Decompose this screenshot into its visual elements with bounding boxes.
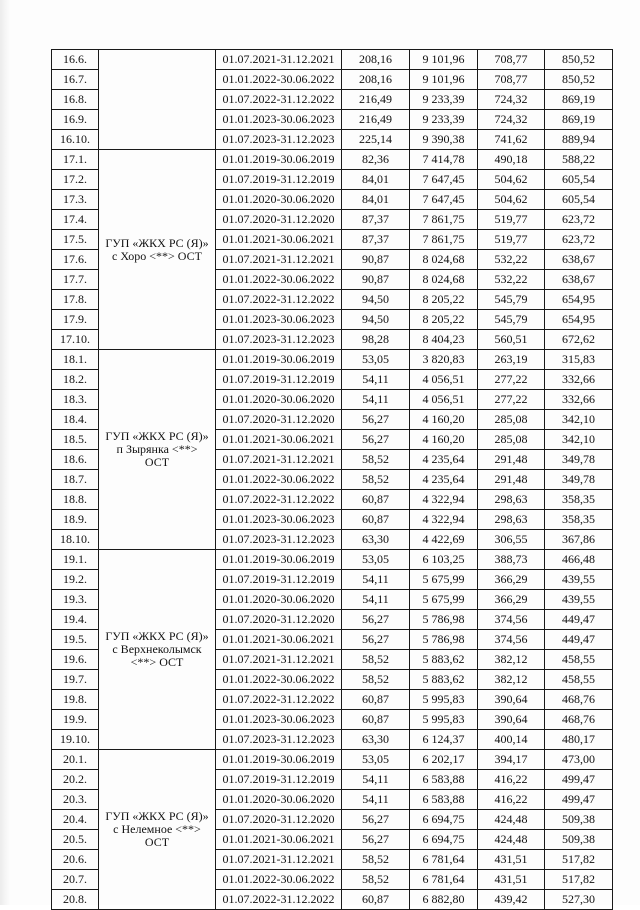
period-cell: 01.07.2023-31.12.2023 bbox=[216, 730, 342, 750]
period-cell: 01.07.2023-31.12.2023 bbox=[216, 330, 342, 350]
value-col3-cell: 724,32 bbox=[478, 110, 545, 130]
value-col1-cell: 90,87 bbox=[342, 270, 410, 290]
value-col2-cell: 4 056,51 bbox=[410, 370, 478, 390]
period-cell: 01.07.2021-31.12.2021 bbox=[216, 450, 342, 470]
value-col4-cell: 449,47 bbox=[545, 630, 613, 650]
value-col4-cell: 638,67 bbox=[545, 270, 613, 290]
row-number-cell: 18.8. bbox=[52, 490, 99, 510]
value-col4-cell: 458,55 bbox=[545, 650, 613, 670]
row-number-cell: 20.6. bbox=[52, 850, 99, 870]
value-col1-cell: 225,14 bbox=[342, 130, 410, 150]
value-col4-cell: 466,48 bbox=[545, 550, 613, 570]
row-number-cell: 17.6. bbox=[52, 250, 99, 270]
value-col4-cell: 449,47 bbox=[545, 610, 613, 630]
value-col2-cell: 6 583,88 bbox=[410, 790, 478, 810]
period-cell: 01.01.2021-30.06.2021 bbox=[216, 430, 342, 450]
value-col3-cell: 416,22 bbox=[478, 790, 545, 810]
value-col4-cell: 605,54 bbox=[545, 170, 613, 190]
value-col1-cell: 90,87 bbox=[342, 250, 410, 270]
row-number-cell: 17.7. bbox=[52, 270, 99, 290]
period-cell: 01.07.2020-31.12.2020 bbox=[216, 810, 342, 830]
value-col1-cell: 54,11 bbox=[342, 590, 410, 610]
row-number-cell: 17.8. bbox=[52, 290, 99, 310]
value-col1-cell: 60,87 bbox=[342, 710, 410, 730]
period-cell: 01.07.2022-31.12.2022 bbox=[216, 90, 342, 110]
period-cell: 01.07.2019-31.12.2019 bbox=[216, 370, 342, 390]
value-col1-cell: 63,30 bbox=[342, 730, 410, 750]
value-col2-cell: 8 024,68 bbox=[410, 250, 478, 270]
value-col4-cell: 869,19 bbox=[545, 90, 613, 110]
row-number-cell: 19.8. bbox=[52, 690, 99, 710]
organization-cell: ГУП «ЖКХ РС (Я)» с Нелемное <**> ОСТ bbox=[99, 750, 216, 910]
period-cell: 01.07.2021-31.12.2021 bbox=[216, 650, 342, 670]
value-col1-cell: 63,30 bbox=[342, 530, 410, 550]
value-col1-cell: 54,11 bbox=[342, 370, 410, 390]
value-col4-cell: 517,82 bbox=[545, 870, 613, 890]
row-number-cell: 18.10. bbox=[52, 530, 99, 550]
row-number-cell: 19.9. bbox=[52, 710, 99, 730]
value-col2-cell: 7 414,78 bbox=[410, 150, 478, 170]
value-col2-cell: 9 101,96 bbox=[410, 50, 478, 70]
value-col3-cell: 277,22 bbox=[478, 370, 545, 390]
value-col2-cell: 6 103,25 bbox=[410, 550, 478, 570]
value-col2-cell: 6 583,88 bbox=[410, 770, 478, 790]
row-number-cell: 16.9. bbox=[52, 110, 99, 130]
value-col1-cell: 58,52 bbox=[342, 650, 410, 670]
period-cell: 01.01.2022-30.06.2022 bbox=[216, 470, 342, 490]
value-col1-cell: 216,49 bbox=[342, 90, 410, 110]
row-number-cell: 20.4. bbox=[52, 810, 99, 830]
value-col1-cell: 82,36 bbox=[342, 150, 410, 170]
value-col4-cell: 342,10 bbox=[545, 410, 613, 430]
period-cell: 01.07.2023-31.12.2023 bbox=[216, 130, 342, 150]
value-col2-cell: 5 995,83 bbox=[410, 690, 478, 710]
period-cell: 01.01.2022-30.06.2022 bbox=[216, 670, 342, 690]
value-col4-cell: 509,38 bbox=[545, 810, 613, 830]
value-col4-cell: 468,76 bbox=[545, 690, 613, 710]
value-col2-cell: 3 820,83 bbox=[410, 350, 478, 370]
value-col3-cell: 291,48 bbox=[478, 470, 545, 490]
value-col4-cell: 458,55 bbox=[545, 670, 613, 690]
value-col3-cell: 366,29 bbox=[478, 570, 545, 590]
period-cell: 01.01.2023-30.06.2023 bbox=[216, 310, 342, 330]
value-col4-cell: 473,00 bbox=[545, 750, 613, 770]
value-col2-cell: 9 233,39 bbox=[410, 110, 478, 130]
row-number-cell: 17.9. bbox=[52, 310, 99, 330]
value-col1-cell: 94,50 bbox=[342, 290, 410, 310]
value-col2-cell: 4 160,20 bbox=[410, 410, 478, 430]
value-col1-cell: 56,27 bbox=[342, 630, 410, 650]
row-number-cell: 18.7. bbox=[52, 470, 99, 490]
value-col4-cell: 315,83 bbox=[545, 350, 613, 370]
organization-cell: ГУП «ЖКХ РС (Я)» с Верхнеколымск <**> ОСТ bbox=[99, 550, 216, 750]
value-col3-cell: 708,77 bbox=[478, 70, 545, 90]
value-col1-cell: 84,01 bbox=[342, 170, 410, 190]
period-cell: 01.07.2020-31.12.2020 bbox=[216, 610, 342, 630]
value-col4-cell: 332,66 bbox=[545, 390, 613, 410]
period-cell: 01.01.2022-30.06.2022 bbox=[216, 70, 342, 90]
row-number-cell: 16.10. bbox=[52, 130, 99, 150]
period-cell: 01.01.2023-30.06.2023 bbox=[216, 510, 342, 530]
row-number-cell: 18.1. bbox=[52, 350, 99, 370]
value-col1-cell: 53,05 bbox=[342, 750, 410, 770]
value-col4-cell: 439,55 bbox=[545, 570, 613, 590]
value-col3-cell: 298,63 bbox=[478, 510, 545, 530]
value-col4-cell: 654,95 bbox=[545, 290, 613, 310]
value-col3-cell: 532,22 bbox=[478, 250, 545, 270]
row-number-cell: 17.2. bbox=[52, 170, 99, 190]
value-col3-cell: 424,48 bbox=[478, 830, 545, 850]
organization-cell bbox=[99, 50, 216, 150]
value-col4-cell: 349,78 bbox=[545, 450, 613, 470]
value-col2-cell: 8 404,23 bbox=[410, 330, 478, 350]
value-col3-cell: 431,51 bbox=[478, 870, 545, 890]
value-col4-cell: 509,38 bbox=[545, 830, 613, 850]
period-cell: 01.01.2020-30.06.2020 bbox=[216, 390, 342, 410]
value-col4-cell: 499,47 bbox=[545, 770, 613, 790]
value-col2-cell: 6 781,64 bbox=[410, 850, 478, 870]
tariff-table bbox=[51, 49, 613, 910]
value-col4-cell: 850,52 bbox=[545, 50, 613, 70]
value-col3-cell: 390,64 bbox=[478, 690, 545, 710]
value-col1-cell: 216,49 bbox=[342, 110, 410, 130]
value-col4-cell: 358,35 bbox=[545, 490, 613, 510]
period-cell: 01.01.2022-30.06.2022 bbox=[216, 270, 342, 290]
value-col1-cell: 54,11 bbox=[342, 390, 410, 410]
period-cell: 01.01.2019-30.06.2019 bbox=[216, 350, 342, 370]
period-cell: 01.01.2019-30.06.2019 bbox=[216, 550, 342, 570]
value-col2-cell: 4 160,20 bbox=[410, 430, 478, 450]
value-col3-cell: 382,12 bbox=[478, 670, 545, 690]
value-col2-cell: 4 422,69 bbox=[410, 530, 478, 550]
value-col2-cell: 8 205,22 bbox=[410, 310, 478, 330]
row-number-cell: 17.4. bbox=[52, 210, 99, 230]
value-col1-cell: 60,87 bbox=[342, 490, 410, 510]
value-col3-cell: 298,63 bbox=[478, 490, 545, 510]
value-col3-cell: 424,48 bbox=[478, 810, 545, 830]
organization-cell: ГУП «ЖКХ РС (Я)» с Хоро <**> ОСТ bbox=[99, 150, 216, 350]
value-col2-cell: 9 233,39 bbox=[410, 90, 478, 110]
value-col1-cell: 60,87 bbox=[342, 510, 410, 530]
value-col1-cell: 56,27 bbox=[342, 830, 410, 850]
value-col2-cell: 4 235,64 bbox=[410, 450, 478, 470]
value-col1-cell: 208,16 bbox=[342, 70, 410, 90]
period-cell: 01.01.2021-30.06.2021 bbox=[216, 630, 342, 650]
value-col1-cell: 60,87 bbox=[342, 690, 410, 710]
value-col3-cell: 504,62 bbox=[478, 190, 545, 210]
value-col2-cell: 8 024,68 bbox=[410, 270, 478, 290]
period-cell: 01.07.2020-31.12.2020 bbox=[216, 210, 342, 230]
period-cell: 01.01.2021-30.06.2021 bbox=[216, 230, 342, 250]
value-col4-cell: 638,67 bbox=[545, 250, 613, 270]
value-col2-cell: 4 322,94 bbox=[410, 490, 478, 510]
period-cell: 01.07.2021-31.12.2021 bbox=[216, 250, 342, 270]
value-col3-cell: 388,73 bbox=[478, 550, 545, 570]
row-number-cell: 18.3. bbox=[52, 390, 99, 410]
value-col3-cell: 285,08 bbox=[478, 410, 545, 430]
period-cell: 01.07.2022-31.12.2022 bbox=[216, 290, 342, 310]
period-cell: 01.01.2021-30.06.2021 bbox=[216, 830, 342, 850]
value-col2-cell: 6 124,37 bbox=[410, 730, 478, 750]
table-row bbox=[52, 50, 613, 70]
row-number-cell: 18.6. bbox=[52, 450, 99, 470]
value-col2-cell: 5 675,99 bbox=[410, 570, 478, 590]
value-col2-cell: 6 694,75 bbox=[410, 830, 478, 850]
value-col1-cell: 53,05 bbox=[342, 550, 410, 570]
value-col4-cell: 358,35 bbox=[545, 510, 613, 530]
tariff-table-body bbox=[52, 50, 613, 910]
value-col1-cell: 54,11 bbox=[342, 770, 410, 790]
value-col3-cell: 374,56 bbox=[478, 630, 545, 650]
value-col3-cell: 394,17 bbox=[478, 750, 545, 770]
value-col2-cell: 7 861,75 bbox=[410, 210, 478, 230]
value-col3-cell: 560,51 bbox=[478, 330, 545, 350]
value-col2-cell: 6 882,80 bbox=[410, 890, 478, 910]
value-col1-cell: 87,37 bbox=[342, 230, 410, 250]
value-col3-cell: 532,22 bbox=[478, 270, 545, 290]
period-cell: 01.07.2020-31.12.2020 bbox=[216, 410, 342, 430]
value-col4-cell: 623,72 bbox=[545, 230, 613, 250]
value-col1-cell: 56,27 bbox=[342, 410, 410, 430]
period-cell: 01.01.2020-30.06.2020 bbox=[216, 590, 342, 610]
period-cell: 01.07.2019-31.12.2019 bbox=[216, 170, 342, 190]
value-col3-cell: 306,55 bbox=[478, 530, 545, 550]
row-number-cell: 17.5. bbox=[52, 230, 99, 250]
period-cell: 01.07.2019-31.12.2019 bbox=[216, 570, 342, 590]
value-col1-cell: 87,37 bbox=[342, 210, 410, 230]
value-col3-cell: 263,19 bbox=[478, 350, 545, 370]
value-col3-cell: 366,29 bbox=[478, 590, 545, 610]
period-cell: 01.07.2023-31.12.2023 bbox=[216, 530, 342, 550]
period-cell: 01.01.2023-30.06.2023 bbox=[216, 110, 342, 130]
row-number-cell: 19.1. bbox=[52, 550, 99, 570]
value-col3-cell: 374,56 bbox=[478, 610, 545, 630]
value-col2-cell: 5 995,83 bbox=[410, 710, 478, 730]
value-col2-cell: 7 647,45 bbox=[410, 170, 478, 190]
value-col1-cell: 56,27 bbox=[342, 430, 410, 450]
table-row bbox=[52, 150, 613, 170]
row-number-cell: 20.7. bbox=[52, 870, 99, 890]
value-col1-cell: 58,52 bbox=[342, 450, 410, 470]
value-col3-cell: 390,64 bbox=[478, 710, 545, 730]
row-number-cell: 18.2. bbox=[52, 370, 99, 390]
value-col3-cell: 291,48 bbox=[478, 450, 545, 470]
value-col3-cell: 519,77 bbox=[478, 230, 545, 250]
value-col3-cell: 545,79 bbox=[478, 290, 545, 310]
period-cell: 01.01.2020-30.06.2020 bbox=[216, 190, 342, 210]
value-col2-cell: 7 861,75 bbox=[410, 230, 478, 250]
value-col3-cell: 431,51 bbox=[478, 850, 545, 870]
value-col3-cell: 519,77 bbox=[478, 210, 545, 230]
value-col1-cell: 58,52 bbox=[342, 670, 410, 690]
value-col4-cell: 349,78 bbox=[545, 470, 613, 490]
value-col1-cell: 98,28 bbox=[342, 330, 410, 350]
row-number-cell: 20.2. bbox=[52, 770, 99, 790]
value-col4-cell: 342,10 bbox=[545, 430, 613, 450]
value-col3-cell: 724,32 bbox=[478, 90, 545, 110]
value-col1-cell: 58,52 bbox=[342, 470, 410, 490]
row-number-cell: 16.6. bbox=[52, 50, 99, 70]
value-col4-cell: 517,82 bbox=[545, 850, 613, 870]
value-col1-cell: 56,27 bbox=[342, 810, 410, 830]
table-row bbox=[52, 750, 613, 770]
value-col4-cell: 527,30 bbox=[545, 890, 613, 910]
table-row bbox=[52, 350, 613, 370]
row-number-cell: 19.5. bbox=[52, 630, 99, 650]
period-cell: 01.07.2021-31.12.2021 bbox=[216, 50, 342, 70]
value-col1-cell: 54,11 bbox=[342, 790, 410, 810]
period-cell: 01.07.2022-31.12.2022 bbox=[216, 690, 342, 710]
period-cell: 01.01.2019-30.06.2019 bbox=[216, 750, 342, 770]
value-col4-cell: 850,52 bbox=[545, 70, 613, 90]
row-number-cell: 17.1. bbox=[52, 150, 99, 170]
value-col1-cell: 208,16 bbox=[342, 50, 410, 70]
value-col1-cell: 54,11 bbox=[342, 570, 410, 590]
value-col2-cell: 9 101,96 bbox=[410, 70, 478, 90]
scan-edge-shadow bbox=[0, 0, 10, 905]
row-number-cell: 17.10. bbox=[52, 330, 99, 350]
value-col3-cell: 545,79 bbox=[478, 310, 545, 330]
value-col1-cell: 58,52 bbox=[342, 850, 410, 870]
period-cell: 01.07.2021-31.12.2021 bbox=[216, 850, 342, 870]
row-number-cell: 20.1. bbox=[52, 750, 99, 770]
period-cell: 01.01.2020-30.06.2020 bbox=[216, 790, 342, 810]
row-number-cell: 20.5. bbox=[52, 830, 99, 850]
value-col2-cell: 9 390,38 bbox=[410, 130, 478, 150]
value-col4-cell: 654,95 bbox=[545, 310, 613, 330]
row-number-cell: 19.7. bbox=[52, 670, 99, 690]
row-number-cell: 17.3. bbox=[52, 190, 99, 210]
value-col3-cell: 490,18 bbox=[478, 150, 545, 170]
period-cell: 01.07.2022-31.12.2022 bbox=[216, 890, 342, 910]
value-col4-cell: 480,17 bbox=[545, 730, 613, 750]
row-number-cell: 20.3. bbox=[52, 790, 99, 810]
value-col2-cell: 5 883,62 bbox=[410, 670, 478, 690]
value-col1-cell: 84,01 bbox=[342, 190, 410, 210]
value-col4-cell: 367,86 bbox=[545, 530, 613, 550]
value-col4-cell: 623,72 bbox=[545, 210, 613, 230]
value-col2-cell: 8 205,22 bbox=[410, 290, 478, 310]
value-col1-cell: 53,05 bbox=[342, 350, 410, 370]
value-col3-cell: 400,14 bbox=[478, 730, 545, 750]
value-col2-cell: 5 786,98 bbox=[410, 630, 478, 650]
value-col4-cell: 605,54 bbox=[545, 190, 613, 210]
value-col2-cell: 6 202,17 bbox=[410, 750, 478, 770]
value-col3-cell: 439,42 bbox=[478, 890, 545, 910]
period-cell: 01.01.2022-30.06.2022 bbox=[216, 870, 342, 890]
value-col4-cell: 672,62 bbox=[545, 330, 613, 350]
value-col2-cell: 4 235,64 bbox=[410, 470, 478, 490]
row-number-cell: 19.3. bbox=[52, 590, 99, 610]
period-cell: 01.07.2022-31.12.2022 bbox=[216, 490, 342, 510]
value-col3-cell: 741,62 bbox=[478, 130, 545, 150]
organization-cell: ГУП «ЖКХ РС (Я)» п Зырянка <**> ОСТ bbox=[99, 350, 216, 550]
value-col4-cell: 869,19 bbox=[545, 110, 613, 130]
value-col2-cell: 4 056,51 bbox=[410, 390, 478, 410]
period-cell: 01.01.2019-30.06.2019 bbox=[216, 150, 342, 170]
row-number-cell: 19.2. bbox=[52, 570, 99, 590]
row-number-cell: 19.4. bbox=[52, 610, 99, 630]
value-col4-cell: 588,22 bbox=[545, 150, 613, 170]
value-col4-cell: 499,47 bbox=[545, 790, 613, 810]
value-col2-cell: 6 781,64 bbox=[410, 870, 478, 890]
value-col3-cell: 285,08 bbox=[478, 430, 545, 450]
row-number-cell: 16.8. bbox=[52, 90, 99, 110]
value-col4-cell: 332,66 bbox=[545, 370, 613, 390]
value-col1-cell: 60,87 bbox=[342, 890, 410, 910]
value-col2-cell: 6 694,75 bbox=[410, 810, 478, 830]
row-number-cell: 16.7. bbox=[52, 70, 99, 90]
value-col2-cell: 5 786,98 bbox=[410, 610, 478, 630]
value-col1-cell: 94,50 bbox=[342, 310, 410, 330]
row-number-cell: 19.10. bbox=[52, 730, 99, 750]
value-col1-cell: 58,52 bbox=[342, 870, 410, 890]
value-col2-cell: 7 647,45 bbox=[410, 190, 478, 210]
value-col2-cell: 5 883,62 bbox=[410, 650, 478, 670]
value-col3-cell: 382,12 bbox=[478, 650, 545, 670]
value-col3-cell: 416,22 bbox=[478, 770, 545, 790]
row-number-cell: 20.8. bbox=[52, 890, 99, 910]
row-number-cell: 18.4. bbox=[52, 410, 99, 430]
period-cell: 01.07.2019-31.12.2019 bbox=[216, 770, 342, 790]
value-col1-cell: 56,27 bbox=[342, 610, 410, 630]
table-row bbox=[52, 550, 613, 570]
value-col3-cell: 504,62 bbox=[478, 170, 545, 190]
row-number-cell: 19.6. bbox=[52, 650, 99, 670]
value-col3-cell: 708,77 bbox=[478, 50, 545, 70]
value-col4-cell: 468,76 bbox=[545, 710, 613, 730]
value-col2-cell: 4 322,94 bbox=[410, 510, 478, 530]
value-col3-cell: 277,22 bbox=[478, 390, 545, 410]
row-number-cell: 18.5. bbox=[52, 430, 99, 450]
period-cell: 01.01.2023-30.06.2023 bbox=[216, 710, 342, 730]
value-col2-cell: 5 675,99 bbox=[410, 590, 478, 610]
row-number-cell: 18.9. bbox=[52, 510, 99, 530]
value-col4-cell: 889,94 bbox=[545, 130, 613, 150]
value-col4-cell: 439,55 bbox=[545, 590, 613, 610]
